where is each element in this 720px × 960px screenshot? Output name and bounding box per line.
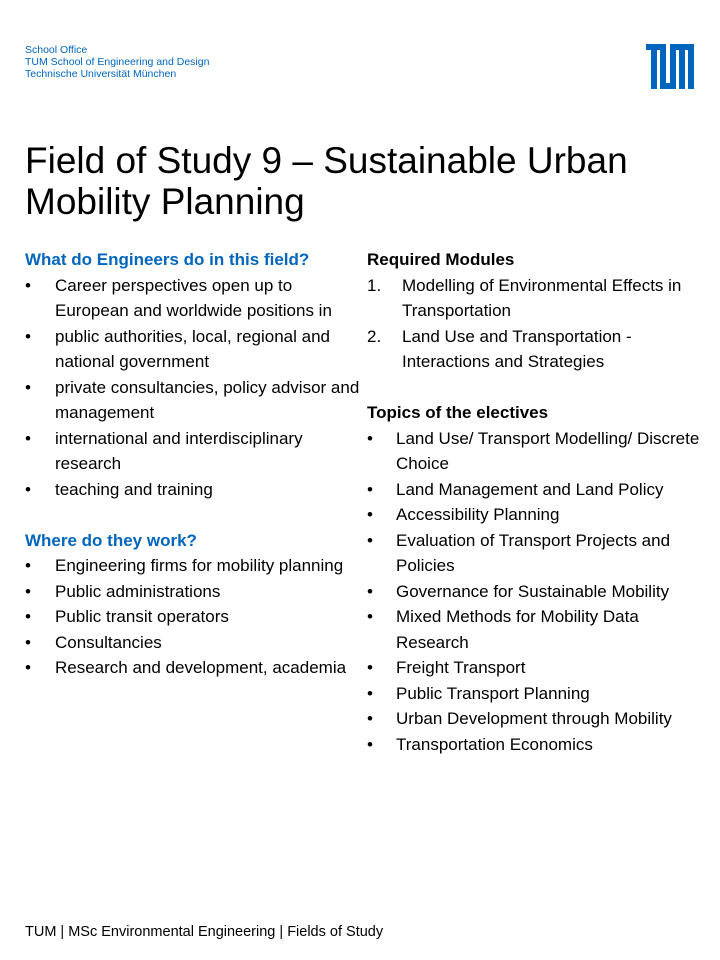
logo-u-right: [670, 44, 676, 89]
bullet-icon: •: [367, 607, 373, 626]
section-heading-required: Required Modules: [367, 250, 515, 269]
logo-m-right: [688, 44, 694, 89]
spacer: [367, 375, 707, 401]
bullet-icon: •: [367, 683, 373, 703]
school-office-header: [25, 44, 209, 80]
page-title: Field of Study 9 – Sustainable Urban Mobility Planning: [25, 140, 628, 222]
bullet-icon: •: [367, 505, 373, 524]
bullet-icon: •: [25, 428, 31, 448]
bullet-icon: •: [25, 581, 31, 601]
list-item: 2. Land Use and Transportation - Interactions and Strategies: [367, 324, 707, 375]
list-item: • Evaluation of Transport Projects and Policies: [367, 528, 707, 579]
required-modules-list: [367, 273, 707, 375]
section-heading-where: Where do they work?: [25, 530, 197, 550]
bullet-icon: •: [25, 479, 31, 499]
item-number: 2.: [367, 326, 382, 346]
section-heading-electives: Topics of the electives: [367, 403, 549, 422]
list-item: • Land Management and Land Policy: [367, 477, 707, 503]
footer: TUM | MSc Environmental Engineering | Fields of Study: [25, 924, 384, 940]
logo-m-mid: [679, 44, 685, 89]
list-item: • Career perspectives open up to European and worldwide positions in: [25, 273, 365, 324]
list-item: • Public Transport Planning: [367, 681, 707, 707]
bullet-icon: •: [367, 581, 373, 601]
list-item: • Consultancies: [25, 630, 365, 656]
header-line-3: Technische Universität München: [25, 68, 177, 80]
electives-list: [367, 426, 707, 758]
list-item: • private consultancies, policy advisor and management: [25, 375, 365, 426]
list-item: • Transportation Economics: [367, 732, 707, 758]
list-item: • public authorities, local, regional and national government: [25, 324, 365, 375]
bullet-icon: •: [25, 632, 31, 652]
logo-u-left: [660, 44, 666, 89]
list-item: • international and interdisciplinary research: [25, 426, 365, 477]
bullet-icon: •: [25, 607, 31, 626]
bullet-icon: •: [367, 709, 373, 728]
list-item: • Public administrations: [25, 579, 365, 605]
right-column: [367, 247, 707, 757]
bullet-icon: •: [367, 479, 373, 499]
bullet-icon: •: [25, 556, 31, 575]
list-item: 1. Modelling of Environmental Effects in Transportation: [367, 273, 707, 324]
bullet-icon: •: [367, 428, 373, 448]
item-number: 1.: [367, 275, 382, 295]
left-column: [25, 247, 365, 681]
logo-t-stem: [651, 44, 657, 89]
list-item: • Research and development, academia: [25, 655, 365, 681]
list-item: • Urban Development through Mobility: [367, 706, 707, 732]
header-line-2: TUM School of Engineering and Design: [25, 56, 210, 68]
list-item: • Land Use/ Transport Modelling/ Discrete Choice: [367, 426, 707, 477]
header-line-1: School Office: [25, 44, 88, 56]
list-item: • Governance for Sustainable Mobility: [367, 579, 707, 605]
bullet-icon: •: [367, 734, 373, 754]
list-item: • teaching and training: [25, 477, 365, 503]
list-item: • Mixed Methods for Mobility Data Research: [367, 604, 707, 655]
section-heading-what: What do Engineers do in this field?: [25, 250, 310, 269]
what-list: [25, 273, 365, 503]
bullet-icon: •: [25, 658, 31, 677]
bullet-icon: •: [25, 275, 31, 295]
list-item: • Accessibility Planning: [367, 502, 707, 528]
bullet-icon: •: [25, 326, 31, 346]
spacer: [25, 502, 365, 528]
bullet-icon: •: [25, 377, 31, 397]
bullet-icon: •: [367, 530, 373, 550]
list-item: • Freight Transport: [367, 655, 707, 681]
where-list: [25, 553, 365, 681]
bullet-icon: •: [367, 658, 373, 677]
list-item: • Public transit operators: [25, 604, 365, 630]
tum-logo-icon: [646, 44, 694, 89]
list-item: • Engineering firms for mobility planning: [25, 553, 365, 579]
